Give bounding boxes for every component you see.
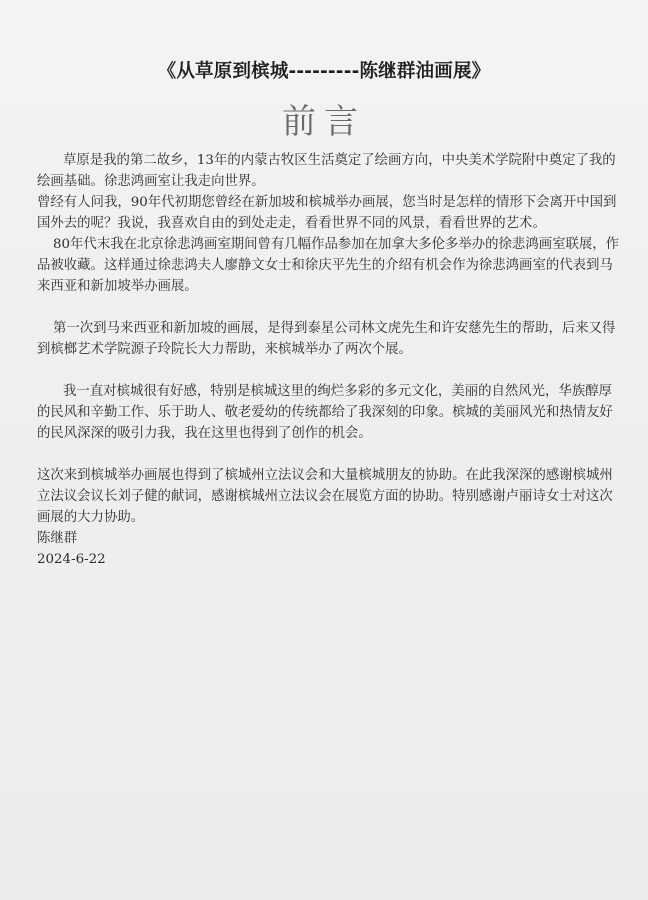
paragraph-spacer: [37, 297, 622, 318]
paragraph-spacer: [37, 360, 622, 381]
paragraph-xu-beihong-studio: 80年代末我在北京徐悲鸿画室期间曾有几幅作品参加在加拿大多伦多举办的徐悲鸿画室联展，作品被收藏。这样通过徐悲鸿夫人廖静文女士和徐庆平先生的介绍有机会作为徐悲鸿画室的代表到马来西亚和新加坡举办画展。: [37, 237, 620, 294]
paragraph-acknowledgement: 这次来到槟城举办画展也得到了槟城州立法议会和大量槟城朋友的协助。在此我深深的感谢槟城州立法议会议长刘子健的献词，感谢槟城州立法议会在展览方面的协助。特别感谢卢丽诗女士对这次画展的大力协助。: [37, 468, 613, 525]
paragraph-first-exhibition: 第一次到马来西亚和新加坡的画展，是得到泰星公司林文虎先生和许安慈先生的帮助，后来又得到槟榔艺术学院源子玲院长大力帮助，来槟城举办了两次个展。: [37, 321, 616, 357]
paragraph-question: 曾经有人问我，90年代初期您曾经在新加坡和槟城举办画展，您当时是怎样的情形下会离开中国到国外去的呢？我说，我喜欢自由的到处走走，看看世界不同的风景，看看世界的艺术。: [37, 195, 617, 231]
preface-heading: 前言: [282, 102, 366, 142]
paragraph-spacer: [37, 444, 622, 465]
preface-body: [37, 150, 622, 570]
signature-name: 陈继群: [37, 531, 78, 546]
signature-date: 2024-6-22: [37, 552, 106, 567]
paragraph-grassland: 草原是我的第二故乡，13年的内蒙古牧区生活奠定了绘画方向，中央美术学院附中奠定了我的绘画基础。徐悲鸿画室让我走向世界。: [37, 153, 616, 189]
paragraph-penang-impression: 我一直对槟城很有好感，特别是槟城这里的绚烂多彩的多元文化，美丽的自然风光，华族醇厚的民风和辛勤工作、乐于助人、敬老爱幼的传统都给了我深刻的印象。槟城的美丽风光和热情友好的民风深深的吸引力我，我在这里也得到了创作的机会。: [37, 384, 613, 441]
exhibition-title: 《从草原到槟城---------陈继群油画展》: [157, 61, 491, 82]
